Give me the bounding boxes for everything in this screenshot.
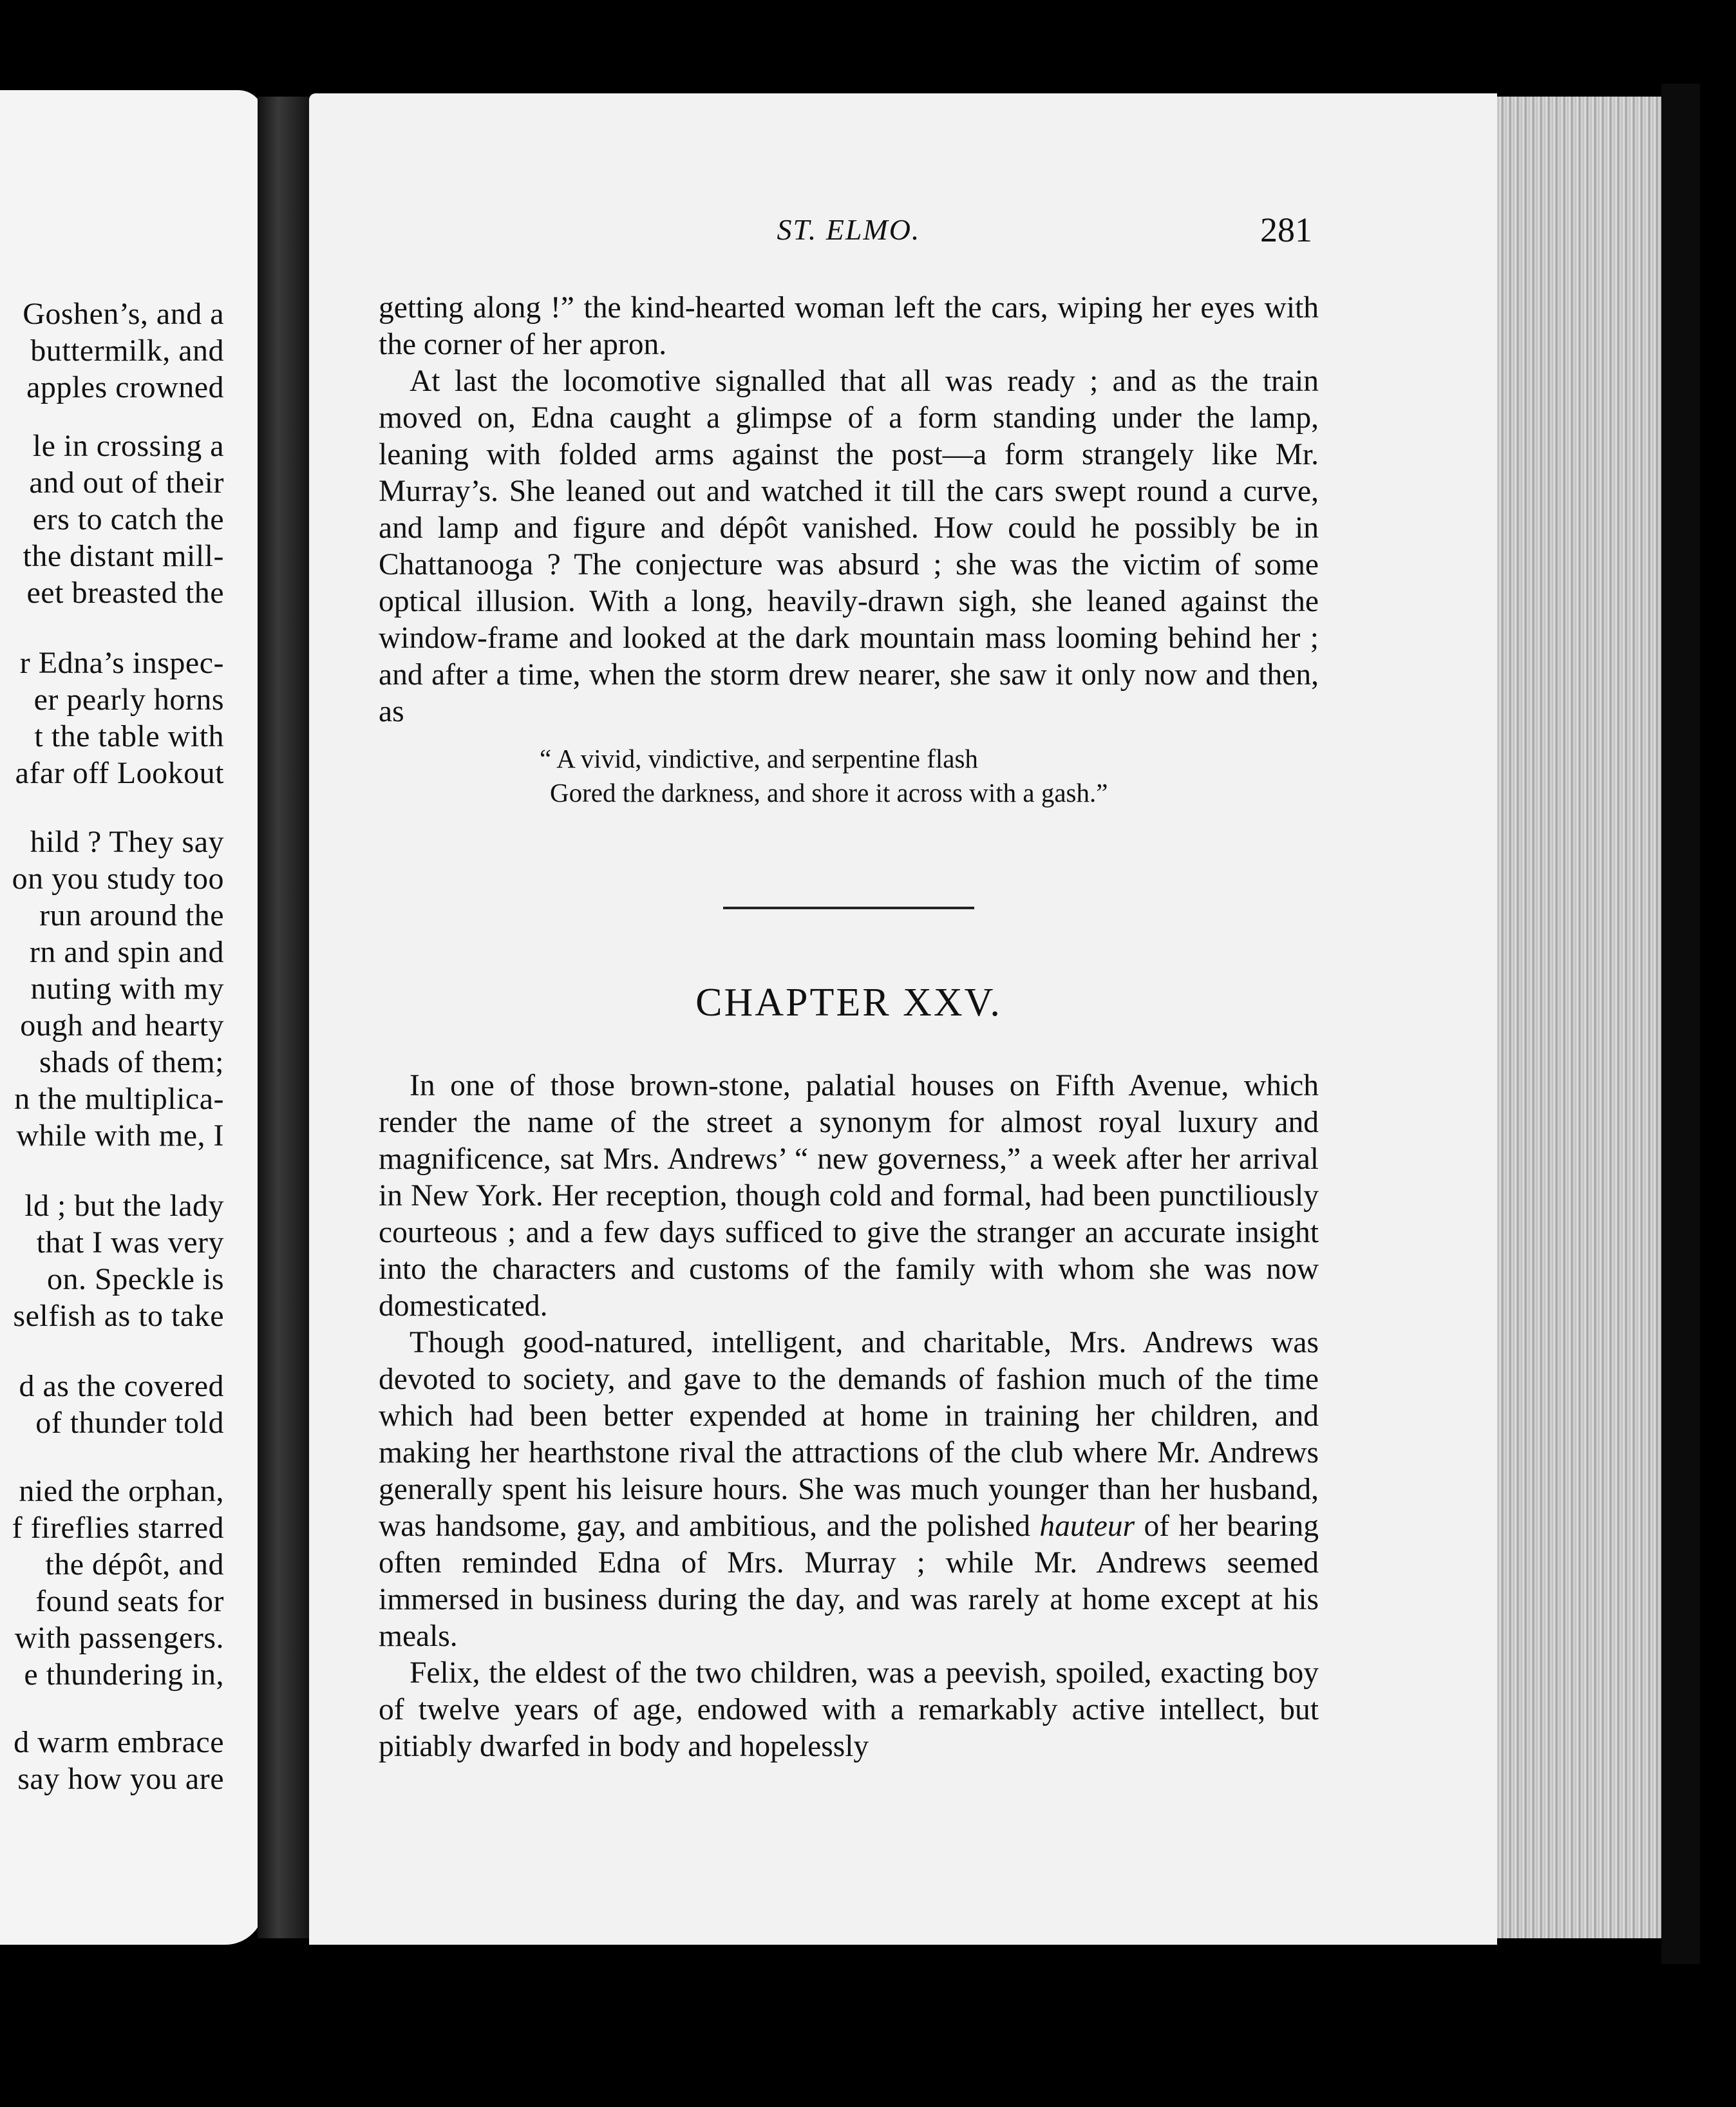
- left-page-line: Goshen’s, and a: [23, 297, 224, 331]
- left-page-line: found seats for: [35, 1584, 224, 1618]
- verse-line: Gored the darkness, and shore it across with a gash.”: [550, 778, 1108, 808]
- left-page-line: and out of their: [29, 466, 224, 500]
- left-page-line: rn and spin and: [29, 935, 224, 969]
- paragraph: getting along !” the kind-hearted woman left the cars, wiping her eyes with the corner of her apron.: [379, 291, 1319, 361]
- left-page-line: the distant mill-: [23, 539, 224, 573]
- left-page-line: nied the orphan,: [19, 1474, 224, 1508]
- left-page-line: ers to catch the: [32, 502, 224, 536]
- left-page-line: afar off Lookout: [15, 756, 224, 790]
- paragraph: [379, 1325, 1319, 1655]
- left-page-line: ld ; but the lady: [24, 1189, 224, 1223]
- left-page-line: say how you are: [17, 1762, 224, 1796]
- left-page-line: d as the covered: [19, 1369, 224, 1403]
- left-page-line: apples crowned: [26, 370, 224, 404]
- page-content: [379, 213, 1319, 1765]
- left-page-line: the dépôt, and: [45, 1547, 224, 1582]
- left-page-line: n the multiplica-: [14, 1082, 224, 1116]
- section-rule: [723, 907, 974, 909]
- left-page-line: hild ? They say: [30, 825, 224, 859]
- page-edges: [1481, 97, 1686, 1938]
- chapter-heading: CHAPTER XXV.: [695, 981, 1002, 1025]
- left-page-line: while with me, I: [16, 1119, 224, 1153]
- running-head: [379, 213, 1319, 258]
- book-spine: [1661, 84, 1700, 1964]
- previous-page: [0, 90, 264, 1945]
- left-page-line: e thundering in,: [24, 1658, 224, 1692]
- left-page-line: selfish as to take: [13, 1299, 224, 1333]
- verse-quote: [540, 742, 1319, 810]
- left-page-line: that I was very: [36, 1225, 224, 1260]
- book-gutter: [258, 97, 309, 1938]
- left-page-line: buttermilk, and: [30, 334, 224, 368]
- paragraph-text: of her bearing often reminded Edna of Mrs. Murray ; while Mr. Andrews seemed immersed in business during the day, and was rarely at home except at his meals.: [379, 1509, 1319, 1653]
- left-page-line: eet breasted the: [26, 576, 224, 610]
- paragraph: In one of those brown-stone, palatial houses on Fifth Avenue, which render the name of the street a synonym for almost royal luxury and magnificence, sat Mrs. Andrews’ “ new governess,” a week after her arrival in New York. Her reception, though cold and formal, had been punctiliously courteous ; and a few days sufficed to give the stranger an accurate insight into the characters and customs of the family with whom she was now domesticated.: [379, 1069, 1319, 1323]
- paragraph-text: Though good-natured, intelligent, and charitable, Mrs. Andrews was devoted to society, and gave to the demands of fashion much of the time which had been better expended at home in training her children, and making her hearthstone rival the attractions of the club where Mr. Andrews generally spent his leisure hours. She was much younger than her husband, was handsome, gay, and ambitious, and the polished: [379, 1326, 1319, 1543]
- left-page-line: r Edna’s inspec-: [19, 646, 224, 680]
- left-page-line: t the table with: [34, 719, 224, 753]
- left-page-line: on you study too: [12, 862, 224, 896]
- left-page-line: shads of them;: [39, 1045, 224, 1079]
- running-title: ST. ELMO.: [777, 213, 921, 246]
- left-page-line: er pearly horns: [33, 683, 224, 717]
- paragraph: Felix, the eldest of the two children, was a peevish, spoiled, exacting boy of twelve years of age, endowed with a remarkably active intellect, but pitiably dwarfed in body and hopelessly: [379, 1656, 1319, 1763]
- left-page-line: d warm embrace: [14, 1725, 224, 1759]
- page-number: 281: [1260, 211, 1312, 249]
- left-page-line: run around the: [39, 898, 224, 932]
- left-page-line: nuting with my: [30, 972, 224, 1006]
- left-page-line: of thunder told: [35, 1406, 224, 1440]
- verse-line: “ A vivid, vindictive, and serpentine flash: [540, 744, 978, 773]
- italic-word: hauteur: [1039, 1509, 1135, 1543]
- left-page-line: on. Speckle is: [47, 1262, 224, 1296]
- left-page-line: ough and hearty: [20, 1008, 224, 1043]
- left-page-line: with passengers.: [14, 1621, 224, 1655]
- left-page-line: le in crossing a: [32, 429, 224, 463]
- paragraph: At last the locomotive signalled that all was ready ; and as the train moved on, Edna caught a glimpse of a form standing under the lamp, leaning with folded arms against the post—a form strangely like Mr. Murray’s. She leaned out and watched it till the cars swept round a curve, and lamp and figure and dépôt vanished. How could he possibly be in Chattanooga ? The conjecture was absurd ; she was the victim of some optical illusion. With a long, heavily-drawn sigh, she leaned against the window-frame and looked at the dark mountain mass looming behind her ; and after a time, when the storm drew nearer, she saw it only now and then, as: [379, 364, 1319, 728]
- left-page-line: f fireflies starred: [12, 1511, 224, 1545]
